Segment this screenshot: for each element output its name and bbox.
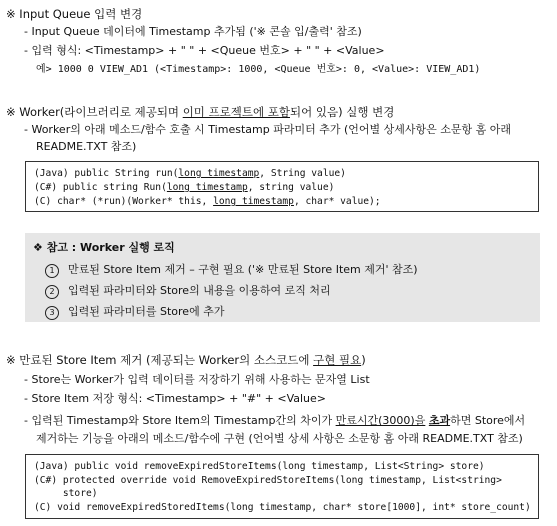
code-line-csharp [34, 181, 334, 194]
note-item-1 [45, 263, 418, 278]
worker-run-code-box [25, 161, 539, 212]
code-param-underlined: long timestamp [178, 168, 260, 179]
code-line-java [34, 167, 346, 180]
section3-title-underlined: 구현 필요 [313, 353, 362, 367]
note-item-2 [45, 284, 331, 299]
bullet3-bold: 초과 [428, 414, 451, 427]
section3-bullet-2: - Store Item 저장 형식: <Timestamp> + "#" + <Value> [24, 392, 327, 405]
circled-number: 2 [45, 285, 59, 299]
code-param-underlined: long timestamp [213, 196, 294, 207]
section1-bullet-2: - 입력 형식: <Timestamp> + " " + <Queue 번호> + " " + <Value> [24, 44, 385, 57]
code-param-underlined: long timestamp [166, 182, 248, 193]
circled-number: 3 [45, 306, 59, 320]
code-text: , char* value); [293, 196, 381, 207]
reference-mark: ※ [6, 7, 16, 21]
note-item-text: 입력된 파라미터를 Store에 추가 [68, 305, 225, 318]
code-text: , String value) [259, 168, 346, 179]
code-text: (Java) public String run( [34, 168, 179, 179]
section1-example: 예> 1000 0 VIEW_AD1 (<Timestamp>: 1000, <Queue 번호>: 0, <Value>: VIEW_AD1) [36, 64, 481, 75]
section3-title-pre: ※ 만료된 Store Item 제거 (제공되는 Worker의 소스코드에 [6, 353, 314, 367]
code-line-c: (C) void removeExpiredStoredItems(long timestamp, char* store[1000], int* store_count) [34, 502, 531, 513]
section2-title-underlined: 이미 프로젝트에 포함 [182, 105, 290, 119]
bullet3-text: - 입력된 Timestamp와 Store Item의 Timestamp간의 차이가 [24, 414, 336, 427]
section3-bullet-3 [24, 414, 525, 428]
circled-number: 1 [45, 264, 59, 278]
section3-title-post: ) [361, 353, 366, 367]
note-item-text: 입력된 파라미터와 Store의 내용을 이용하여 로직 처리 [68, 284, 331, 297]
note-item-text: 만료된 Store Item 제거 – 구현 필요 ('※ 만료된 Store Item 제거' 참조) [68, 263, 418, 276]
section1-bullet-1: - Input Queue 데이터에 Timestamp 추가됨 ('※ 콘솔 입/출력' 참조) [24, 25, 362, 38]
section3-bullet-3-line2: 제거하는 기능을 아래의 메소드/함수에 구현 (언어별 상세 사항은 소문항 홈 아래 README.TXT 참조) [36, 432, 523, 445]
bullet3-underlined: 만료시간(3000)을 [335, 414, 426, 427]
bullet3-text-post: 하면 Store에서 [450, 414, 526, 427]
note-item-3 [45, 305, 224, 320]
code-line-java: (Java) public void removeExpiredStoreItems(long timestamp, List<String> store) [34, 461, 485, 472]
code-line-csharp-cont: store) [34, 488, 98, 499]
remove-expired-code-box [25, 454, 539, 519]
code-text: (C) char* (*run)(Worker* this, [34, 196, 214, 207]
section2-bullet-line2: README.TXT 참조) [36, 140, 137, 153]
section2-title [6, 105, 394, 119]
section1-title [6, 7, 142, 21]
section3-title [6, 353, 366, 367]
code-text: , string value) [247, 182, 335, 193]
section2-bullet-line1: - Worker의 아래 메소드/함수 호출 시 Timestamp 파라미터 추가 (언어별 상세사항은 소문항 홈 아래 [24, 123, 511, 136]
section2-title-pre: ※ Worker(라이브러리로 제공되며 [6, 105, 183, 119]
code-line-csharp: (C#) protected override void RemoveExpiredStoreItems(long timestamp, List<string> [34, 475, 502, 486]
section3-bullet-1: - Store는 Worker가 입력 데이터를 저장하기 위해 사용하는 문자열 List [24, 373, 370, 386]
code-text: (C#) public string Run( [34, 182, 167, 193]
worker-logic-note [25, 233, 540, 322]
section1-title-text: Input Queue 입력 변경 [19, 7, 143, 21]
section2-title-post: 되어 있음) 실행 변경 [290, 105, 395, 119]
note-header: ❖ 참고 : Worker 실행 로직 [33, 241, 175, 254]
code-line-c [34, 195, 381, 208]
